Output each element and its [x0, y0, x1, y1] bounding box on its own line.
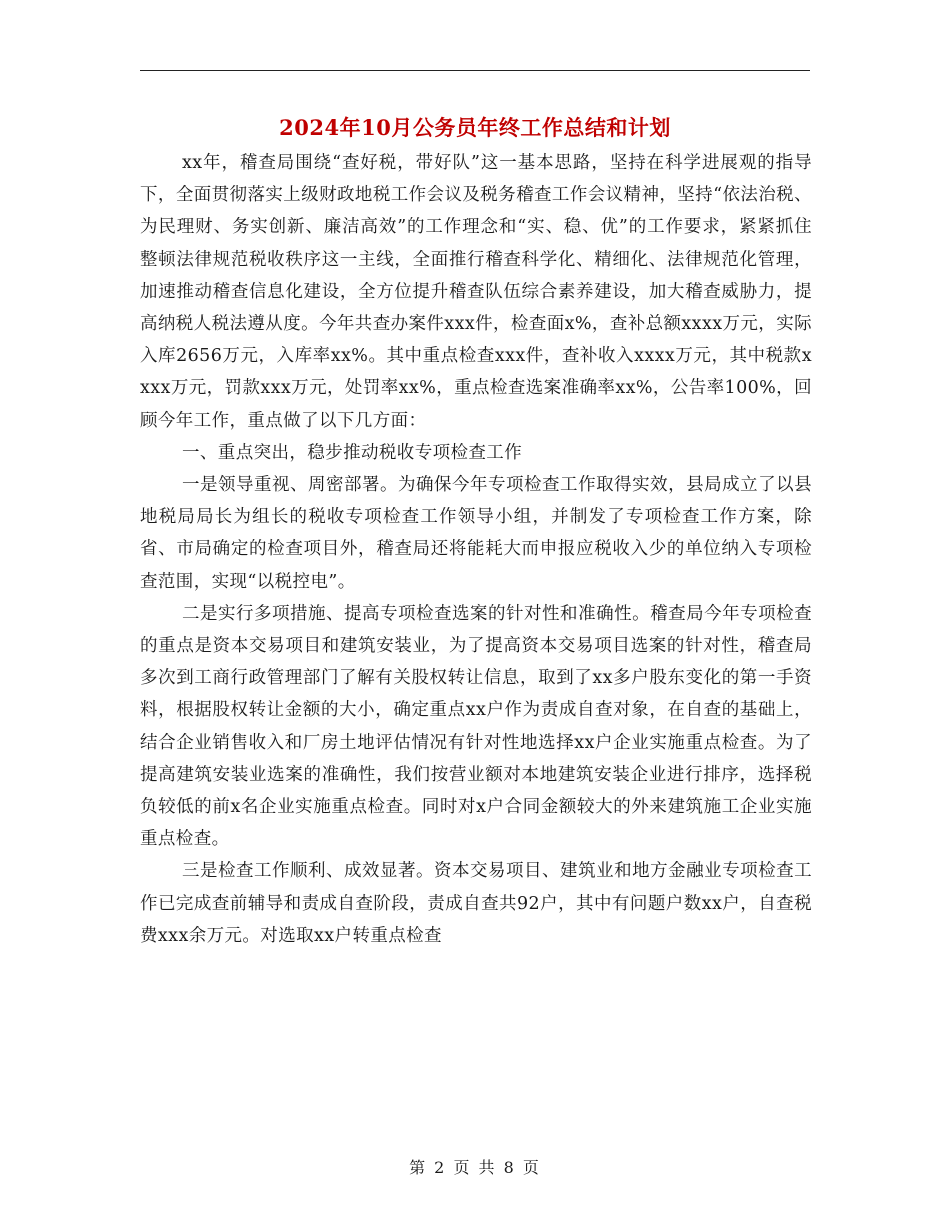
paragraph-intro: xx年，稽查局围绕“查好税，带好队”这一基本思路，坚持在科学进展观的指导下，全面贯彻落实上级财政地税工作会议及税务稽查工作会议精神，坚持“依法治税、为民理财、务实创新、廉洁高效”的工作理念和“实、稳、优”的工作要求，紧紧抓住整顿法律规范税收秩序这一主线，全面推行稽查科学化、精细化、法律规范化管理，加速推动稽查信息化建设，全方位提升稽查队伍综合素养建设，加大稽查威胁力，提高纳税人税法遵从度。今年共查办案件xxx件，检查面x%，查补总额xxxx万元，实际入库2656万元，入库率xx%。其中重点检查xxx件，查补收入xxxx万元，其中税款xxxx万元，罚款xxx万元，处罚率xx%，重点检查选案准确率xx%，公告率100%，回顾今年工作，重点做了以下几方面：	[140, 153, 812, 431]
document-body	[140, 147, 812, 952]
section-heading-1: 一、重点突出，稳步推动税收专项检查工作	[182, 442, 523, 463]
header-rule	[140, 70, 810, 71]
document-title: 2024年10月公务员年终工作总结和计划	[279, 115, 671, 140]
paragraph-point-3: 三是检查工作顺利、成效显著。资本交易项目、建筑业和地方金融业专项检查工作已完成查前辅导和责成自查阶段，责成自查共92户，其中有问题户数xx户，自查税费xxx余万元。对选取xx户转重点检查	[140, 861, 812, 946]
page-number-footer: 第 2 页 共 8 页	[409, 1158, 541, 1177]
paragraph-point-1: 一是领导重视、周密部署。为确保今年专项检查工作取得实效，县局成立了以县地税局局长为组长的税收专项检查工作领导小组，并制发了专项检查工作方案，除省、市局确定的检查项目外，稽查局还将能耗大而申报应税收入少的单位纳入专项检查范围，实现“以税控电”。	[140, 475, 812, 592]
paragraph-point-2: 二是实行多项措施、提高专项检查选案的针对性和准确性。稽查局今年专项检查的重点是资本交易项目和建筑安装业，为了提高资本交易项目选案的针对性，稽查局多次到工商行政管理部门了解有关股权转让信息，取到了xx多户股东变化的第一手资料，根据股权转让金额的大小，确定重点xx户作为责成自查对象，在自查的基础上，结合企业销售收入和厂房土地评估情况有针对性地选择xx户企业实施重点检查。为了提高建筑安装业选案的准确性，我们按营业额对本地建筑安装企业进行排序，选择税负较低的前x名企业实施重点检查。同时对x户合同金额较大的外来建筑施工企业实施重点检查。	[140, 603, 812, 850]
